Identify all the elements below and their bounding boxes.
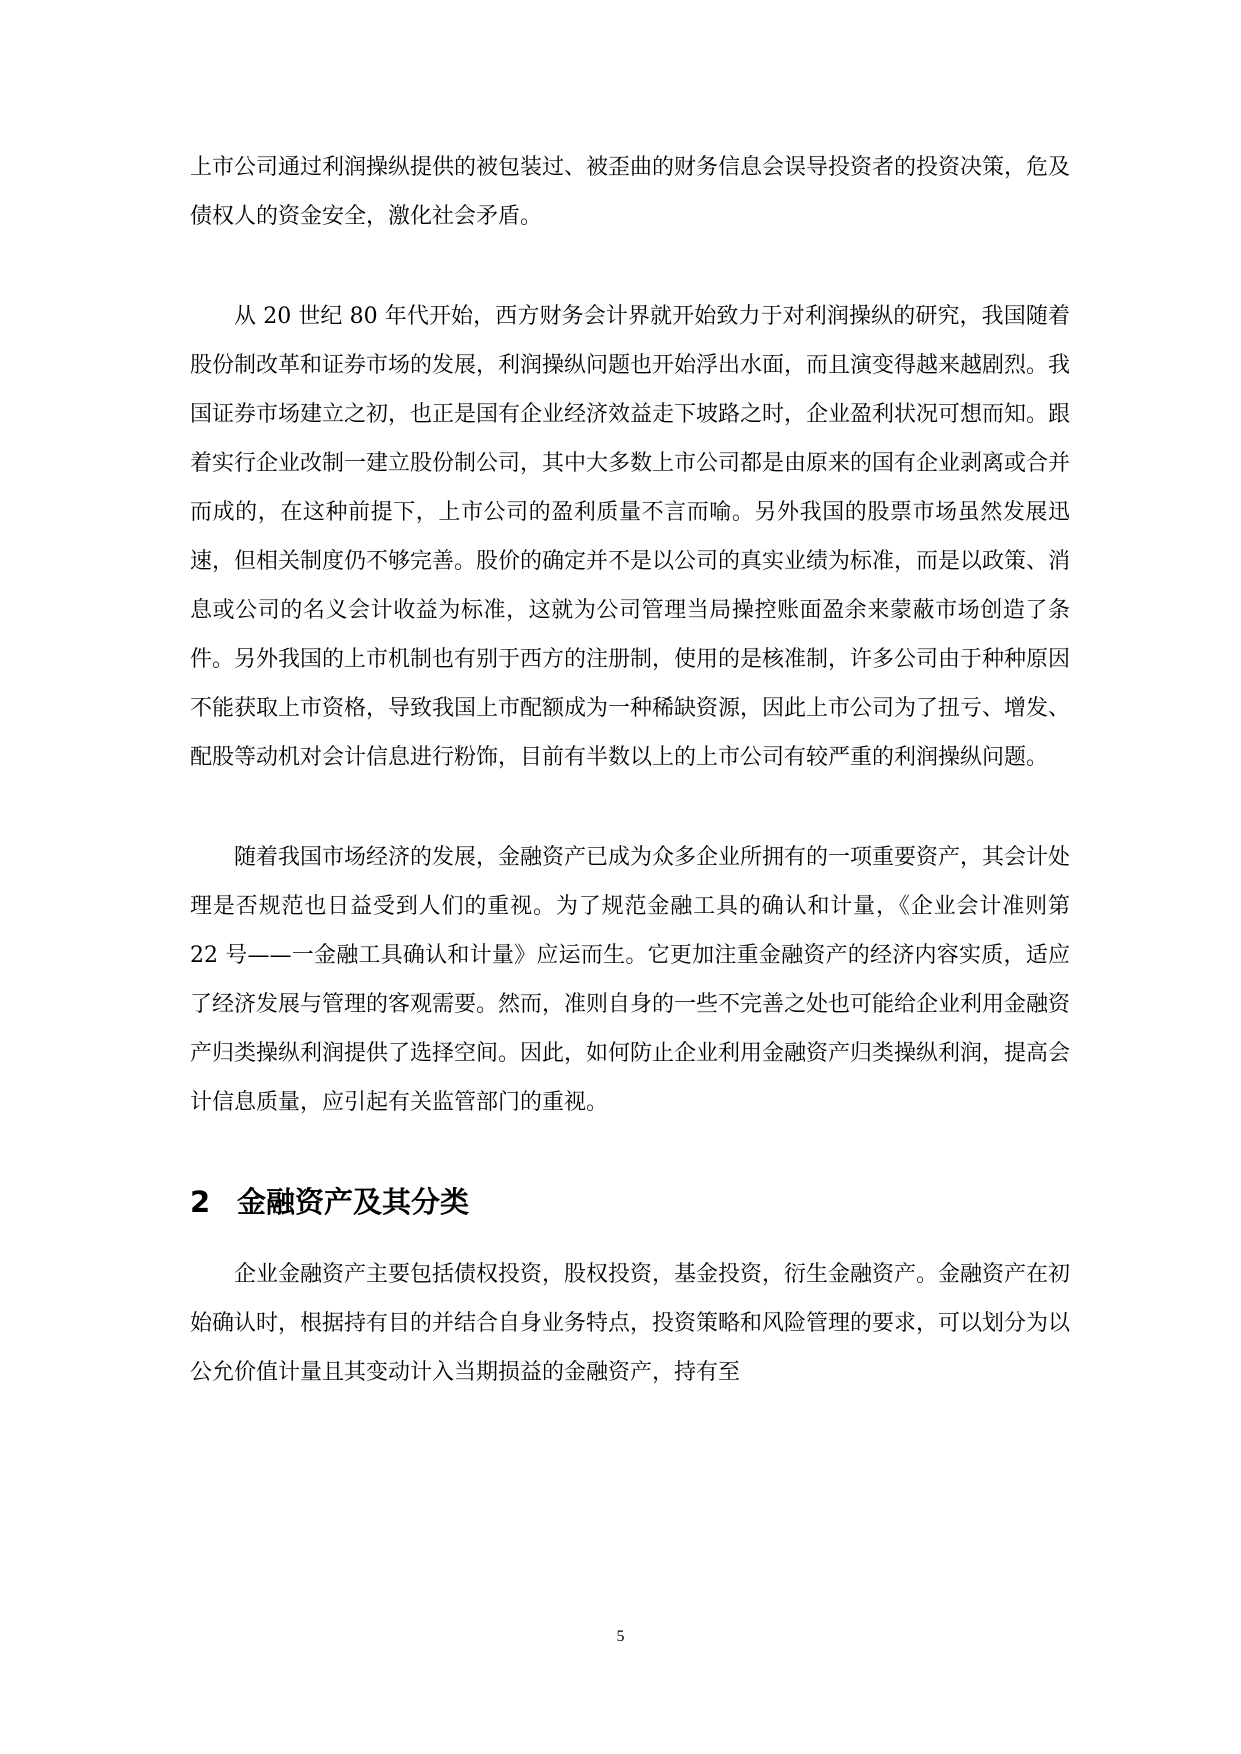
- page-content: [190, 143, 1070, 1448]
- section-title: 金融资产及其分类: [237, 1185, 470, 1219]
- paragraph-continuation: 上市公司通过利润操纵提供的被包装过、被歪曲的财务信息会误导投资者的投资决策，危及债权人的资金安全，激化社会矛盾。: [190, 155, 1071, 229]
- paragraph-financial-assets-classification: 企业金融资产主要包括债权投资，股权投资，基金投资，衍生金融资产。金融资产在初始确认时，根据持有目的并结合自身业务特点，投资策略和风险管理的要求，可以划分为以公允价值计量且其变动计入当期损益的金融资产，持有至: [190, 1262, 1071, 1385]
- paragraph-financial-assets-importance: 随着我国市场经济的发展，金融资产已成为众多企业所拥有的一项重要资产，其会计处理是否规范也日益受到人们的重视。为了规范金融工具的确认和计量，《企业会计准则第 22 号——一金融工具确认和计量》应运而生。它更加注重金融资产的经济内容实质，适应了经济发展与管理的客观需要。然而，准则自身的一些不完善之处也可能给企业利用金融资产归类操纵利润提供了选择空间。因此，如何防止企业利用金融资产归类操纵利润，提高会计信息质量，应引起有关监管部门的重视。: [190, 845, 1071, 1115]
- section-number: 2: [190, 1185, 211, 1219]
- page-number: 5: [616, 1628, 625, 1645]
- paragraph-profit-manipulation-history: 从 20 世纪 80 年代开始，西方财务会计界就开始致力于对利润操纵的研究，我国随着股份制改革和证券市场的发展，利润操纵问题也开始浮出水面，而且演变得越来越剧烈。我国证券市场建立之初，也正是国有企业经济效益走下坡路之时，企业盈利状况可想而知。跟着实行企业改制一建立股份制公司，其中大多数上市公司都是由原来的国有企业剥离或合并而成的，在这种前提下，上市公司的盈利质量不言而喻。另外我国的股票市场虽然发展迅速，但相关制度仍不够完善。股价的确定并不是以公司的真实业绩为标准，而是以政策、消息或公司的名义会计收益为标准，这就为公司管理当局操控账面盈余来蒙蔽市场创造了条件。另外我国的上市机制也有别于西方的注册制，使用的是核准制，许多公司由于种种原因不能获取上市资格，导致我国上市配额成为一种稀缺资源，因此上市公司为了扭亏、增发、配股等动机对会计信息进行粉饰，目前有半数以上的上市公司有较严重的利润操纵问题。: [190, 304, 1071, 770]
- section-heading: [190, 1178, 1070, 1227]
